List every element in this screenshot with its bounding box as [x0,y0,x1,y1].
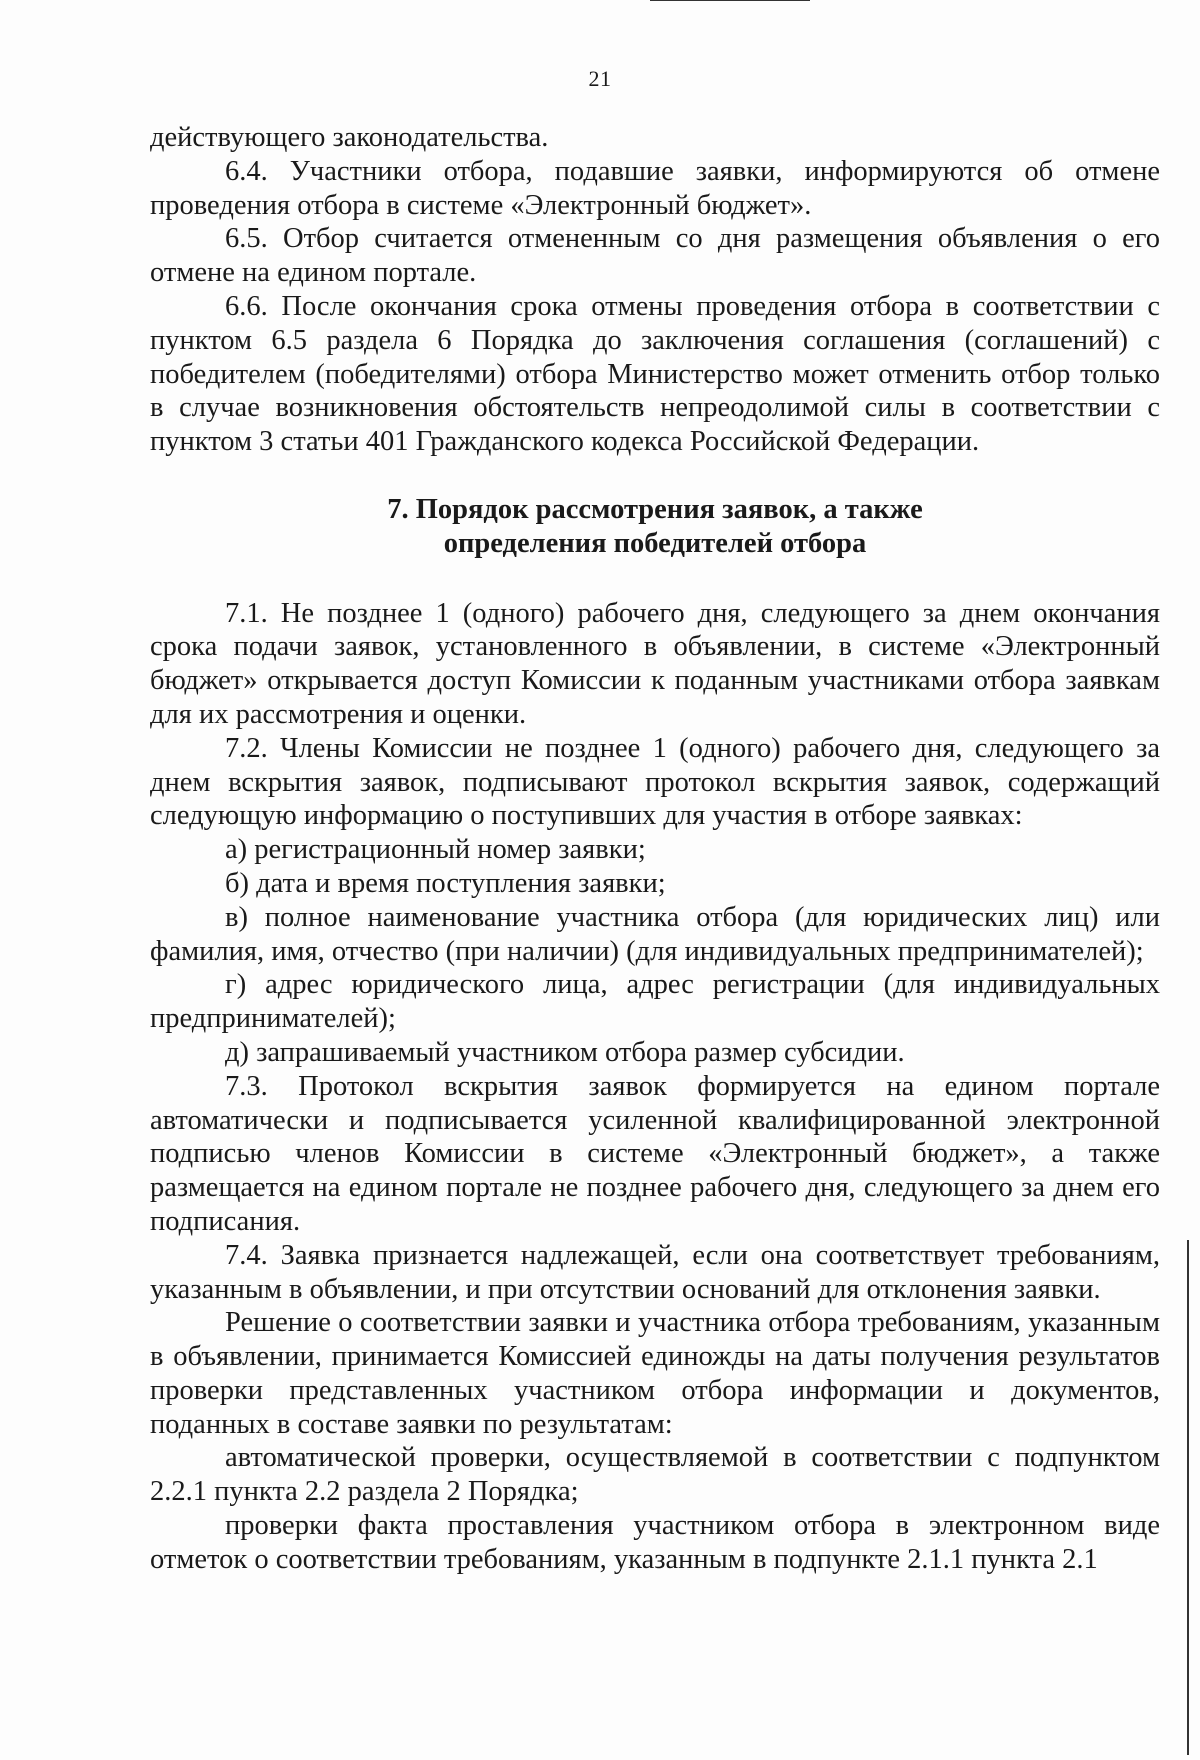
document-body [150,121,1160,1577]
paragraph: проверки факта проставления участником отбора в электронном виде отметок о соответствии требованиям, указанным в подпункте 2.1.1 пункта 2.1 [150,1510,1160,1575]
paragraph: автоматической проверки, осуществляемой в соответствии с подпунктом 2.2.1 пункта 2.2 раздела 2 Порядка; [150,1442,1160,1508]
paragraph: 6.4. Участники отбора, подавшие заявки, информируются об отмене проведения отбора в системе «Электронный бюджет». [150,155,1160,221]
paragraph: действующего законодательства. [150,122,549,153]
list-item: в) полное наименование участника отбора (для юридических лиц) или фамилия, имя, отчество (при наличии) (для индивидуальных предпринимателей); [150,901,1160,967]
paragraph: 7.4. Заявка признается надлежащей, если она соответствует требованиям, указанным в объявлении, и при отсутствии оснований для отклонения заявки. [150,1239,1160,1305]
section-heading [150,493,1160,561]
page-number: 21 [588,66,612,91]
scan-edge-line [1187,1240,1189,1755]
paragraph: Решение о соответствии заявки и участника отбора требованиям, указанным в объявлении, принимается Комиссией единожды на даты получения результатов проверки представленных участником отбора информации и документов, поданных в составе заявки по результатам: [150,1307,1160,1440]
list-item: д) запрашиваемый участником отбора размер субсидии. [225,1036,905,1068]
paragraph: 7.1. Не позднее 1 (одного) рабочего дня, следующего за днем окончания срока подачи заявок, установленного в объявлении, в системе «Электронный бюджет» открывается доступ Комиссии к поданным участниками отбора заявкам для их рассмотрения и оценки. [150,597,1160,730]
paragraph: 7.2. Члены Комиссии не позднее 1 (одного) рабочего дня, следующего за днем вскрытия заявок, подписывают протокол вскрытия заявок, содержащий следующую информацию о поступивших для участия в отборе заявках: [150,732,1160,832]
list-item: б) дата и время поступления заявки; [225,867,666,899]
section-heading-line: 7. Порядок рассмотрения заявок, а также [387,493,923,525]
list-item: г) адрес юридического лица, адрес регистрации (для индивидуальных предпринимателей); [150,969,1160,1035]
scan-top-line [650,0,810,1]
paragraph: 7.3. Протокол вскрытия заявок формируется на едином портале автоматически и подписывается усиленной квалифицированной электронной подписью членов Комиссии в системе «Электронный бюджет», а также размещается на едином портале не позднее рабочего дня, следующего за днем его подписания. [150,1070,1160,1237]
list-item: а) регистрационный номер заявки; [225,834,646,866]
paragraph: 6.6. После окончания срока отмены проведения отбора в соответствии с пунктом 6.5 раздела 6 Порядка до заключения соглашения (соглашений) с победителем (победителями) отбора Министерство может отменить отбор только в случае возникновения обстоятельств непреодолимой силы в соответствии с пунктом 3 статьи 401 Гражданского кодекса Российской Федерации. [150,290,1160,458]
section-heading-line: определения победителей отбора [443,527,867,559]
paragraph: 6.5. Отбор считается отмененным со дня размещения объявления о его отмене на едином портале. [150,223,1160,289]
